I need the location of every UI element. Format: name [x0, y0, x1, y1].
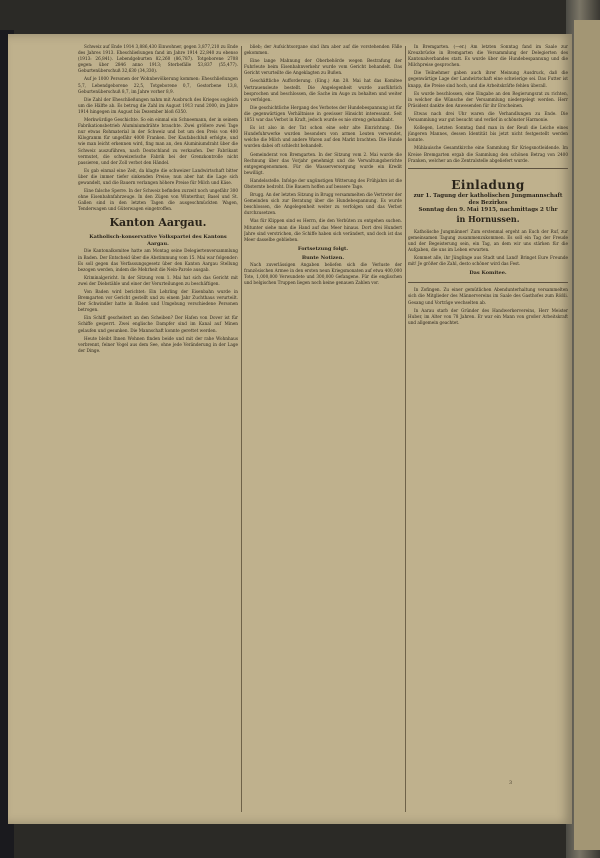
- paragraph: Handelsstelle. Infolge der ungünstigen Witterung des Frühjahrs ist die Obsternte bedroht. Die Bauern hoffen auf bessere Tage.: [244, 177, 402, 189]
- paragraph: Die Zahl der Eheschließungen nahm mit Ausbruch des Krieges sogleich um die Hälfte ab. Es betrug die Zahl im August 1913 rund 2000, im Jahre 1914 hingegen im August bis Dezember bloß 6350.: [78, 96, 238, 114]
- paragraph: In Bremgarten. (—er.) Am letzten Sonntag fand im Saale zur Kreuzbrücke in Bremgarten die Versammlung der Delegierten des Kantonalverbandes statt. Es wurde über die Hundebespannung und die Milchpreise gesprochen.: [408, 44, 568, 68]
- paragraph: Auf je 1000 Personen der Wohnbevölkerung kommen: Eheschließungen 5,7, Lebendgeborene 22,5, Totgeborene 0,7, Gestorbene 13,8, Geburtenüberschuß 8,7, im Jahre vorher 8,9.: [78, 76, 238, 94]
- paragraph: Eine falsche Sperre. In der Schweiz befinden zurzeit noch ungefähr 300 ohne Eisenbahnfahrzeuge. In den Zügen von Winterthur, Basel und St. Gallen sind in den letzten Tagen die ausgeschmückten Wagen, Tenderwagen und Güterwagen eingetroffen.: [78, 188, 238, 212]
- newspaper-page: [8, 34, 572, 824]
- continued-note: Fortsetzung folgt.: [297, 245, 349, 252]
- paragraph: Kriminalgericht. In der Sitzung vom 1. Mai hat sich das Gericht mit zwei der Diebstähle und einer der Verurteilungen zu beschäftigen.: [78, 274, 238, 286]
- signature: Das Komitee.: [469, 270, 507, 277]
- invitation-date: Sonntag den 9. Mai 1915, nachmittags 2 Uhr: [418, 206, 558, 213]
- paragraph: Katholische Jungmänner! Zum erstenmal ergeht an Euch der Ruf, zur gemeinsamen Tagung zusammenzukommen. Es soll ein Tag der Freude und der Begeisterung sein, ein Tag, an dem wir uns stärken für die Aufgaben, die uns im Leben erwarten.: [408, 228, 568, 252]
- column-middle: [244, 44, 402, 814]
- paragraph: Es wurde beschlossen, eine Eingabe an den Regierungsrat zu richten, in welcher die Wünsche der Versammlung niedergelegt werden. Herr Präsident dankte den Anwesenden für ihr Erscheinen.: [408, 90, 568, 108]
- paragraph: Es gab einmal eine Zeit, da klagte die schweizer Landwirtschaft bitter über die immer tiefer sinkenden Preise; nun aber hat die Lage sich gewandelt, und die Bauern verlangen höhere Preise für Milch und Käse.: [78, 167, 238, 185]
- column-left: [78, 44, 238, 814]
- paragraph: Brugg. An der letzten Sitzung in Brugg versammelten die Vertreter der Gemeinden sich zur Beratung über die Hundebespannung. Es wurde beschlossen, die Angelegenheit weiter zu verfolgen und das Verbot durchzusetzen.: [244, 192, 402, 216]
- section-heading: Kanton Aargau.: [109, 216, 207, 230]
- paragraph: Die geschichtliche Hergang des Verbotes der Hundebespannung ist für die gegenwärtigen Verhältnisse in gewisser Hinsicht interessant. Seit 1851 war das Verbot in Kraft, jedoch wurde es nie streng gehandhabt.: [244, 104, 402, 123]
- paragraph: In Aarau starb der Gründer des Handwerkervereins, Herr Meister Huber, im Alter von 78 Jahren. Er war ein Mann von großer Arbeitskraft und allgemein geachtet.: [408, 307, 568, 325]
- paragraph: Eine lange Mahnung der Oberbehörde wegen Bestrafung der Fuhrleute beim Eisenbahnverkehr wurde vom Gericht behandelt. Das Gericht verurteilte die Angeklagten zu Bußen.: [244, 58, 402, 76]
- paragraph: Von Baden wird berichtet: Ein Lehrling der Eisenbahn wurde in Bremgarten vor Gericht gestellt und zu einem Jahr Zuchthaus verurteilt. Der Schwindler hatte in Baden und Umgebung verschiedene Personen betrogen.: [78, 289, 238, 313]
- paragraph: Kollegen, Letzten Sonntag fand man in der Reuß die Leiche eines jüngeren Mannes, dessen Identität bis jetzt nicht festgestellt werden konnte.: [408, 125, 568, 143]
- paragraph: Schweiz auf Ende 1914 3,886,430 Einwohner, gegen 3,877,210 zu Ende des Jahres 1913. Eheschließungen fand im Jahre 1914 22,840 zu ebenso (1913: 26,841). Lebendgeburten 82,260 (86,787). Totgeborene 2708 gegen: über 2846 anno 1913; Sterbefälle 53,837 (55,477). Geburtenüberschuß 32,630 (34,330).: [78, 44, 238, 74]
- paragraph: Geschäftliche Aufforderung. (Eing.) Am 28. Mai hat das Komitee Vertrauensleute bestellt. Die Angelegenheit wurde ausführlich besprochen und beschlossen, die Sache im Auge zu behalten und weiter zu verfolgen.: [244, 78, 402, 102]
- column-right: [408, 44, 568, 814]
- paragraph: Was für Klippen sind es Herrn, die den Verbüten zu entgehen suchen. Mitunter siehe man die Hand auf das Meer hinaus. Dort drei Hundert Jahre sind verstrichen, die Schiffe haben sich verändert, und doch ist das Meer dasselbe geblieben.: [244, 218, 402, 242]
- paragraph: Merkwürdige Geschichte. So ein einmal ein Schneemann, der in seinem Fabrikationsbetrieb Aluminiumdrähte brauchte. Zwei größere zwei Tage nur etwas Rohmaterial in der Schweiz und bot um den Preis von 400 Kilogramm für ungefähr 4000 Franken. Der Kaufabschluß erfolgte, und wie man leicht erkennen wird, fing man an, den Aluminiumdraht über die Schweiz auszuführen, nach Deutschland zu verkaufen. Der Fabrikant vermutet, die schweizerische Fabrik bei der Grenzkontrolle nicht passieren, und der Zoll verbot den Händel.: [78, 117, 238, 165]
- column-rule: [241, 46, 242, 812]
- paragraph: Gemeinderat von Bremgarten. In der Sitzung vom 2. Mai wurde die Rechnung über das Vorjahr genehmigt und die Verwaltungsberichte entgegengenommen. Für die Wasserversorgung wurde ein Kredit bewilligt.: [244, 151, 402, 175]
- facing-page-edge: [574, 20, 600, 850]
- paragraph: Die Teilnehmer gaben auch ihrer Meinung Ausdruck, daß die gegenwärtige Lage der Landwirtschaft eine schwierige sei. Das Futter ist knapp, die Preise sind hoch, und die Arbeitskräfte fehlen überall.: [408, 70, 568, 88]
- paragraph: Ein Schiff gescheitert an den Scheiben? Der Hafen von Dover ist für Schiffe gesperrt. Zwei englische Dampfer sind im Kanal auf Minen gelaufen und gesunken. Die Mannschaft konnte gerettet werden.: [78, 315, 238, 333]
- section-subheading: Katholisch-konservative Volkspartei des Kantons Aargau.: [89, 234, 227, 248]
- invitation-subtitle: zur 1. Tagung der katholischen Jungmannschaft des Bezirkes: [413, 192, 563, 206]
- invitation-place: in Hornussen.: [456, 213, 520, 224]
- paragraph: Kommet alle, ihr Jünglinge aus Stadt und Land! Bringet Eure Freunde mit! Je größer die Zahl, desto schöner wird das Fest.: [408, 255, 568, 267]
- paragraph: Etwas nach drei Uhr waren die Verhandlungen zu Ende. Die Versammlung war gut besucht und verlief in schönster Harmonie.: [408, 110, 568, 123]
- paragraph: Es ist also in der Tat schon eine sehr alte Einrichtung. Die Hundefuhrwerke wurden besonders von armen Leuten verwendet, welche die Milch und andere Waren auf den Markt brachten. Die Hunde wurden dabei oft schlecht behandelt.: [244, 125, 402, 149]
- invitation-title: Einladung: [451, 177, 525, 192]
- page-footer: 3: [509, 781, 512, 786]
- column-rule: [405, 46, 406, 812]
- invitation-box: [408, 168, 568, 284]
- paragraph: In Zofingen. Zu einer gemütlichen Abendunterhaltung versammelten sich die Mitglieder des Männervereins im Saale des Gasthofes zum Rößli. Gesang und Vorträge wechselten ab.: [408, 287, 568, 305]
- paragraph: Heute bleibt Ihnen Wohnen finden beide und mit der rahe Wohnhaus verbrennt, feiner Vogel aus dem See, ohne jede Veränderung in der Lage der Dinge.: [78, 335, 238, 353]
- paragraph: Mühlauische Gesamtkirche eine Sammlung für Kriegsnotleidende. Im Kreise Bremgarten ergab die Sammlung den schönen Betrag von 2400 Franken, welcher an die Zentralstelle abgeliefert wurde.: [408, 145, 568, 163]
- paragraph: blieb; der Aufsichtsorgane sind ihm aber auf die vorstehenden Fälle gekommen.: [244, 44, 402, 56]
- section-heading: Bunte Notizen.: [301, 254, 345, 261]
- paragraph: Nach zuverlässigen Angaben beliefen sich die Verluste der französischen Armee in den ersten neun Kriegsmonaten auf etwa 400,000 Tote, 1,000,000 Verwundete und 300,000 Gefangene. Für die englischen und belgischen Truppen liegen noch keine genauen Zahlen vor.: [244, 261, 402, 286]
- paragraph: Die Kantonalkomitee hatte am Montag seine Delegiertenversammlung in Baden. Der Entscheid über die Abstimmung vom 15. Mai war folgender: Es soll gegen das Verfassungsgesetz über den Kanton Aargau Stellung bezogen werden, indem die Mehrheit die Nein-Parole ausgab.: [78, 248, 238, 272]
